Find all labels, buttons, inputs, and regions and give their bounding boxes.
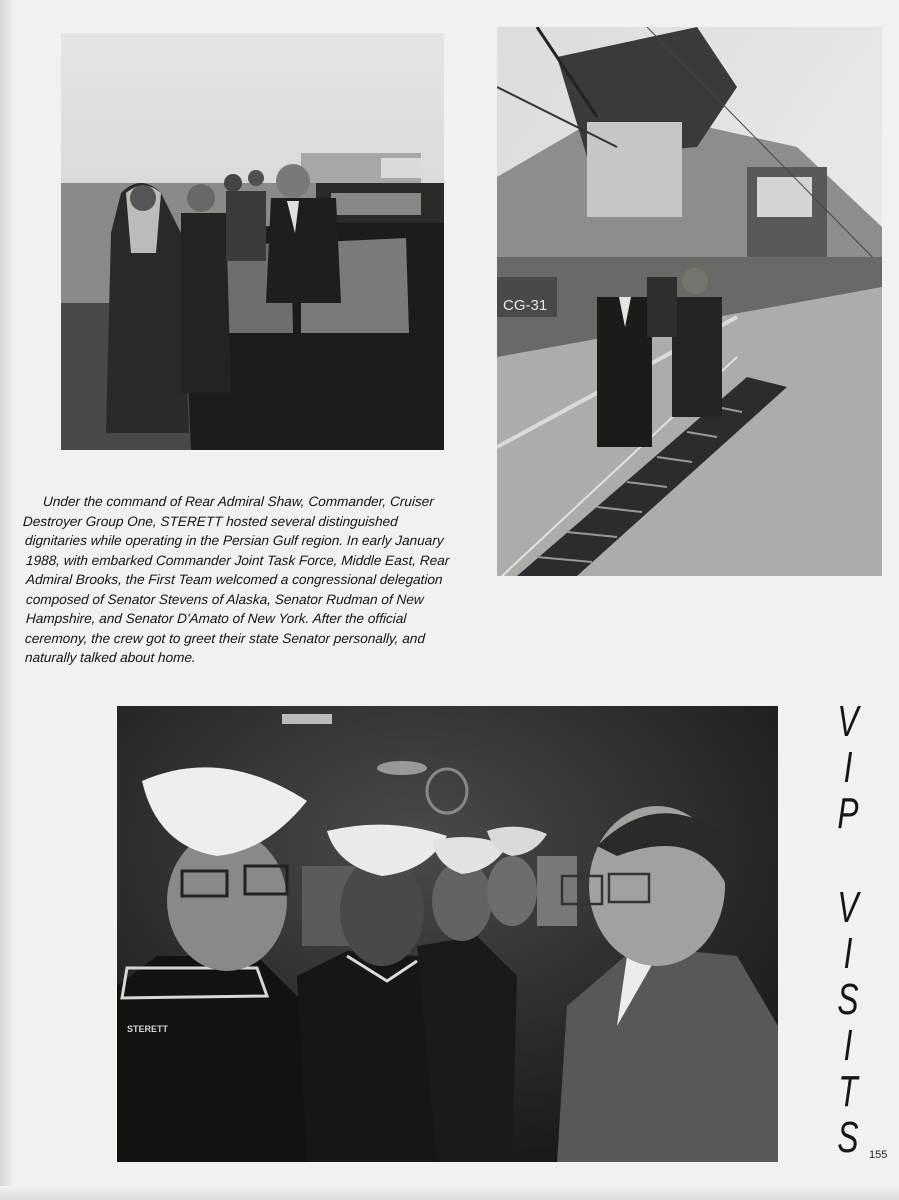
title-letter: S bbox=[837, 1113, 859, 1162]
title-letter: V bbox=[837, 883, 859, 932]
uniform-name-tag: STERETT bbox=[127, 1024, 169, 1034]
title-letter: P bbox=[837, 789, 859, 838]
caption-line: 1988, with embarked Commander Joint Task Force, Middle East, Rear bbox=[25, 552, 450, 568]
caption-line: Admiral Brooks, the First Team welcomed a congressional delegation bbox=[25, 572, 443, 587]
caption-line: ceremony, the crew got to greet their state Senator personally, and bbox=[24, 630, 426, 646]
page-bottom-edge bbox=[0, 1186, 899, 1200]
caption-line: Hampshire, and Senator D'Amato of New York. After the official bbox=[25, 611, 407, 626]
caption-line: naturally talked about home. bbox=[24, 650, 197, 665]
photo-ship-gangway bbox=[497, 27, 882, 576]
title-letter: I bbox=[843, 929, 853, 978]
title-letter: S bbox=[837, 975, 859, 1024]
caption-line: dignitaries while operating in the Persian Gulf region. In early January bbox=[24, 533, 445, 548]
page-number: 155 bbox=[869, 1149, 888, 1161]
title-letter: T bbox=[838, 1067, 858, 1116]
caption-line: composed of Senator Stevens of Alaska, Senator Rudman of New bbox=[25, 591, 425, 607]
vip-visits-title bbox=[826, 697, 870, 1170]
article-caption bbox=[22, 492, 472, 668]
photo-dignitaries-at-car bbox=[61, 33, 444, 450]
photo-sailors-greeting-senator bbox=[117, 706, 778, 1162]
title-letter: I bbox=[843, 1021, 853, 1070]
page-gutter-shadow bbox=[0, 0, 14, 1200]
caption-line: Destroyer Group One, STERETT hosted several distinguished bbox=[22, 513, 399, 529]
title-letter: I bbox=[843, 743, 853, 792]
caption-line: Under the command of Rear Admiral Shaw, Commander, Cruiser bbox=[42, 494, 435, 509]
title-letter: V bbox=[837, 697, 859, 746]
hull-number-marking: CG-31 bbox=[503, 297, 548, 314]
